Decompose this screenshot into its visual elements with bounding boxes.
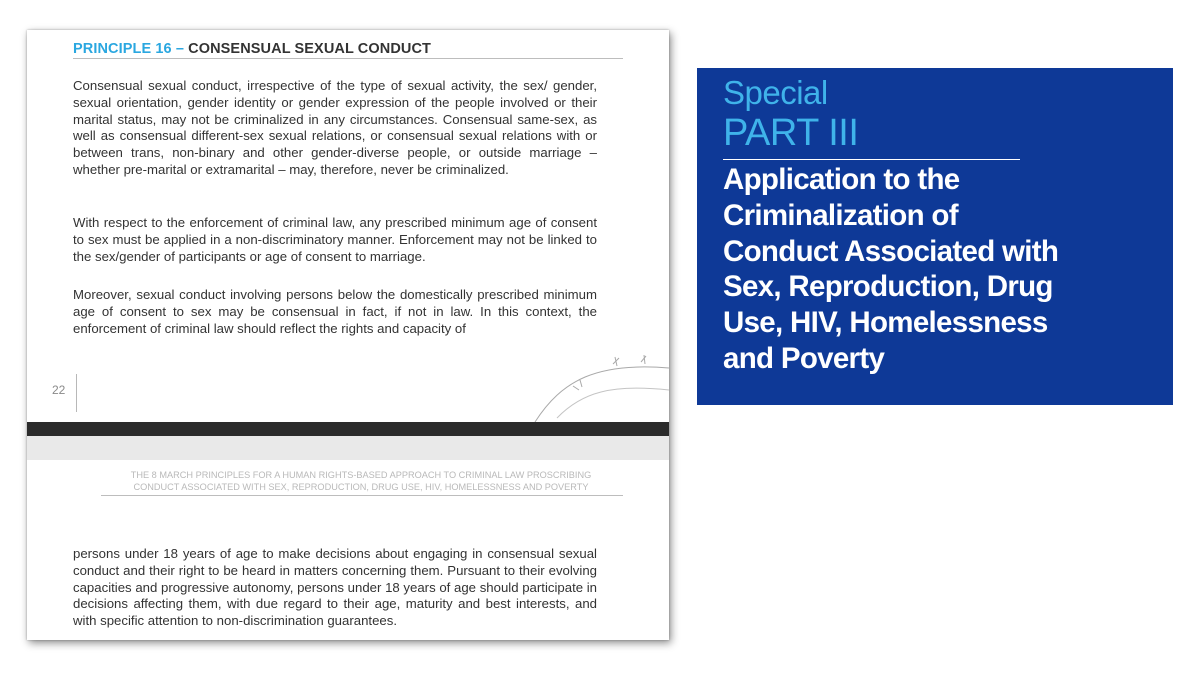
- running-header-divider: [101, 495, 623, 496]
- panel-title-line: Use, HIV, Homelessness: [723, 306, 1048, 340]
- decorative-arc-icon: [527, 350, 669, 422]
- principle-heading: [73, 41, 621, 57]
- panel-title: [723, 162, 1163, 377]
- panel-title-line: Criminalization of: [723, 198, 958, 232]
- running-header: [101, 470, 621, 493]
- paragraph-2: With respect to the enforcement of criminal law, any prescribed minimum age of consent to sex must be applied in a non-discriminatory manner. Enforcement may not be linked to the sex/gender of participants or age of consent to marriage.: [73, 215, 597, 264]
- panel-label: Special: [723, 74, 828, 111]
- running-header-line: THE 8 MARCH PRINCIPLES FOR A HUMAN RIGHTS-BASED APPROACH TO CRIMINAL LAW PROSCRIBING: [130, 470, 592, 480]
- heading-divider: [73, 58, 623, 59]
- running-header-line: CONDUCT ASSOCIATED WITH SEX, REPRODUCTION, DRUG USE, HIV, HOMELESSNESS AND POVERTY: [133, 481, 589, 492]
- paragraph-1: Consensual sexual conduct, irrespective of the type of sexual activity, the sex/ gender, sexual orientation, gender identity or gender expression of the people involved or their marital status, may not be criminalized in any circumstances. Consensual same-sex, as well as consensual different-sex sexual relations, or consensual sexual relations with or between trans, non-binary and other gender-diverse people, or outside marriage – whether pre-marital or extramarital – may, therefore, never be criminalized.: [73, 78, 597, 177]
- panel-title-line: and Poverty: [723, 341, 885, 375]
- panel-part-number: PART III: [723, 112, 859, 154]
- part-title-panel: [697, 68, 1173, 405]
- panel-title-line: Sex, Reproduction, Drug: [723, 270, 1053, 304]
- continuation-paragraph: persons under 18 years of age to make decisions about engaging in consensual sexual conduct and their right to be heard in matters concerning them. Pursuant to their evolving capacities and progressive autonomy, persons under 18 years of age should participate in decisions affecting them, with due regard to their age, maturity and best interests, and with specific attention to non-discrimination guarantees.: [73, 546, 597, 629]
- page-break-band: [27, 422, 669, 436]
- page-number: 22: [52, 383, 66, 397]
- panel-title-line: Conduct Associated with: [723, 234, 1059, 268]
- page-break-shadow: [27, 436, 669, 460]
- panel-divider: [723, 159, 1020, 160]
- page-number-divider: [76, 374, 77, 412]
- document-page: [27, 30, 669, 640]
- panel-title-line: Application to the: [723, 163, 960, 196]
- principle-number: PRINCIPLE 16 –: [73, 41, 184, 57]
- paragraph-3: Moreover, sexual conduct involving persons below the domestically prescribed minimum age of consent to sex may be consensual in fact, if not in law. In this context, the enforcement of criminal law should reflect the rights and capacity of: [73, 287, 597, 336]
- principle-title: CONSENSUAL SEXUAL CONDUCT: [188, 41, 431, 57]
